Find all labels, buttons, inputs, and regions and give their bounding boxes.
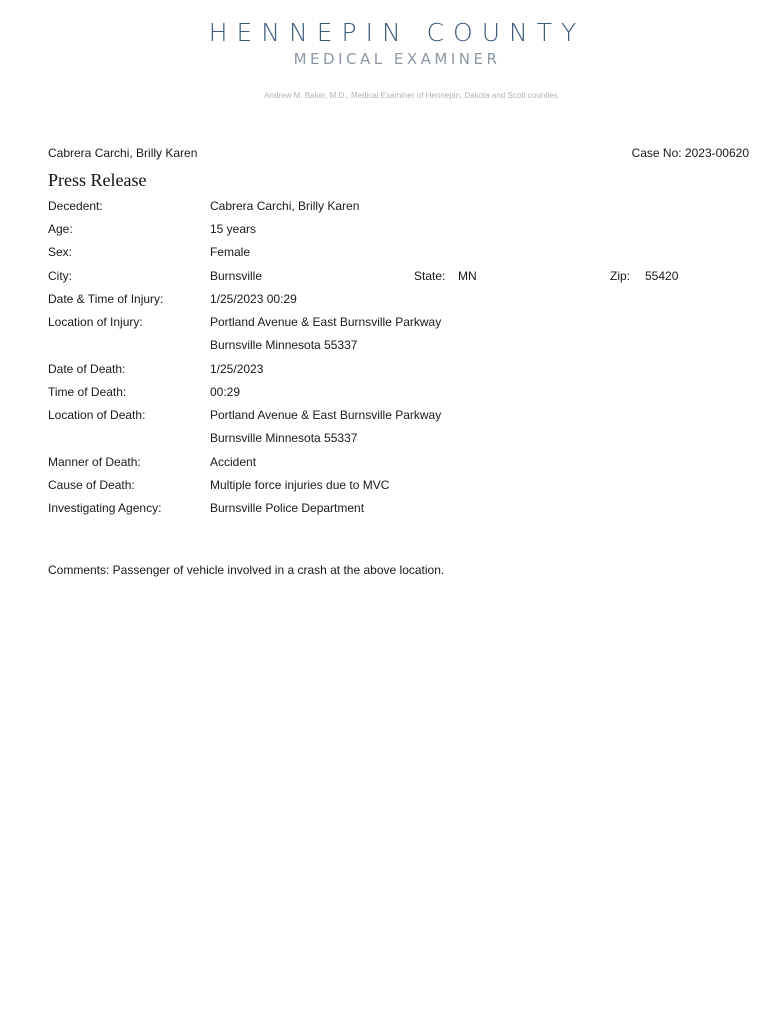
letterhead-subtitle: MEDICAL EXAMINER — [293, 50, 501, 68]
field-label: Sex: — [48, 245, 73, 259]
header-decedent-name: Cabrera Carchi, Brilly Karen — [48, 146, 198, 160]
page-title: Press Release — [48, 170, 147, 190]
field-value: Portland Avenue & East Burnsville Parkway — [210, 315, 442, 329]
field-label: Cause of Death: — [48, 478, 135, 492]
field-value: Burnsville — [210, 269, 263, 283]
state-value: MN — [458, 269, 477, 283]
field-label: Date & Time of Injury: — [48, 292, 164, 306]
field-row-death-date — [0, 362, 770, 380]
field-value: 00:29 — [210, 385, 241, 399]
header-case-number: Case No: 2023-00620 — [631, 146, 749, 160]
field-value: Burnsville Police Department — [210, 501, 365, 515]
field-row-manner — [0, 455, 770, 473]
field-row-decedent — [0, 199, 770, 217]
field-value: Burnsville Minnesota 55337 — [210, 431, 358, 445]
field-value: Cabrera Carchi, Brilly Karen — [210, 199, 360, 213]
field-row-age — [0, 222, 770, 240]
field-row-injury-datetime — [0, 292, 770, 310]
zip-label: Zip: — [610, 269, 631, 283]
field-row-sex — [0, 245, 770, 263]
letterhead-tagline: Andrew M. Baker, M.D., Medical Examiner of Hennepin, Dakota and Scott counties — [264, 91, 558, 100]
field-row-city — [0, 269, 770, 287]
field-value: 1/25/2023 00:29 — [210, 292, 297, 306]
field-row-injury-location — [0, 315, 770, 333]
field-row-death-location-line2 — [0, 431, 770, 449]
field-value: 1/25/2023 — [210, 362, 264, 376]
field-label: Decedent: — [48, 199, 103, 213]
field-label: Time of Death: — [48, 385, 127, 399]
field-value: Accident — [210, 455, 257, 469]
field-row-injury-location-line2 — [0, 338, 770, 356]
field-value: Portland Avenue & East Burnsville Parkway — [210, 408, 442, 422]
zip-value: 55420 — [645, 269, 679, 283]
field-label: City: — [48, 269, 72, 283]
field-value: Multiple force injuries due to MVC — [210, 478, 390, 492]
field-row-cause — [0, 478, 770, 496]
field-label: Investigating Agency: — [48, 501, 162, 515]
field-label: Age: — [48, 222, 73, 236]
field-row-agency — [0, 501, 770, 519]
field-row-death-location — [0, 408, 770, 426]
field-value: Female — [210, 245, 251, 259]
field-value: 15 years — [210, 222, 257, 236]
field-label: Location of Injury: — [48, 315, 143, 329]
state-label: State: — [414, 269, 446, 283]
field-value: Burnsville Minnesota 55337 — [210, 338, 358, 352]
field-label: Location of Death: — [48, 408, 146, 422]
comments-text: Comments: Passenger of vehicle involved in a crash at the above location. — [48, 563, 445, 577]
letterhead-title: HENNEPIN COUNTY — [208, 18, 586, 47]
field-label: Date of Death: — [48, 362, 126, 376]
field-row-death-time — [0, 385, 770, 403]
field-label: Manner of Death: — [48, 455, 141, 469]
